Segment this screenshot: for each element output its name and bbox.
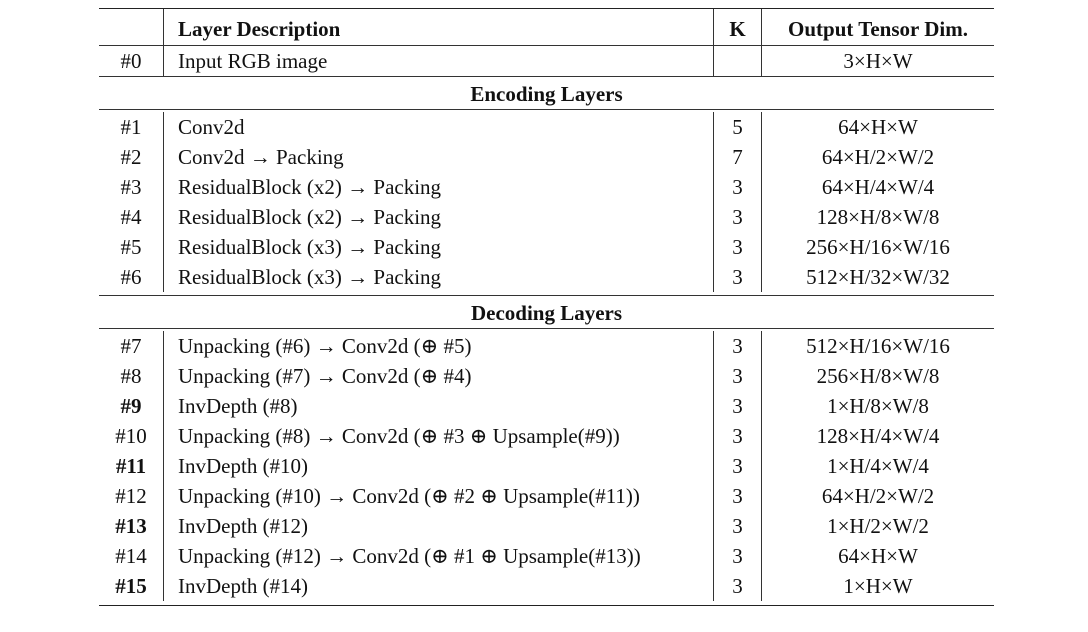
row-description: InvDepth (#10)	[163, 451, 713, 481]
row-id: #11	[115, 454, 147, 478]
row-k: 7	[713, 142, 761, 172]
row-description: Conv2d	[163, 112, 713, 142]
table-row	[99, 172, 994, 202]
row-id: #14	[115, 544, 147, 568]
table-row	[99, 451, 994, 481]
table-row	[99, 361, 994, 391]
row-description: InvDepth (#14)	[163, 571, 713, 601]
row-description: ResidualBlock (x2) → Packing	[163, 202, 713, 232]
row-k: 3	[713, 481, 761, 511]
row-output: 1×H×W	[761, 571, 994, 601]
row-output: 64×H×W	[761, 541, 994, 571]
decoding-rule	[99, 328, 994, 329]
row-id: #2	[120, 145, 142, 169]
row-k: 3	[713, 511, 761, 541]
table-row	[99, 112, 994, 142]
row-description: Input RGB image	[163, 46, 713, 76]
row-id: #15	[115, 574, 147, 598]
row-k: 3	[713, 421, 761, 451]
row-output: 128×H/4×W/4	[761, 421, 994, 451]
row-description: ResidualBlock (x3) → Packing	[163, 232, 713, 262]
row-k: 3	[713, 202, 761, 232]
input-row	[99, 46, 994, 76]
row-id: #3	[120, 175, 142, 199]
decoding-rows	[99, 331, 994, 601]
encoding-rows	[99, 112, 994, 292]
table-row	[99, 511, 994, 541]
encoding-rule	[99, 109, 994, 110]
row-output: 64×H×W	[761, 112, 994, 142]
table-row	[99, 331, 994, 361]
row-description: ResidualBlock (x2) → Packing	[163, 172, 713, 202]
table-row	[99, 262, 994, 292]
row-id: #8	[120, 364, 142, 388]
row-k: 5	[713, 112, 761, 142]
header-id	[99, 9, 163, 45]
row-id: #0	[120, 49, 142, 73]
row-description: Conv2d → Packing	[163, 142, 713, 172]
table-row	[99, 232, 994, 262]
row-id: #1	[120, 115, 142, 139]
layer-table	[99, 8, 994, 606]
row-description: Unpacking (#10) → Conv2d (⊕ #2 ⊕ Upsample(#11))	[163, 481, 713, 511]
row-k: 3	[713, 451, 761, 481]
row-k: 3	[713, 331, 761, 361]
row-output: 64×H/2×W/2	[761, 142, 994, 172]
row-output: 64×H/4×W/4	[761, 172, 994, 202]
row-id: #10	[115, 424, 147, 448]
header-row	[99, 9, 994, 45]
row-output: 1×H/4×W/4	[761, 451, 994, 481]
table-row	[99, 481, 994, 511]
header-k: K	[713, 9, 761, 45]
row-id: #4	[120, 205, 142, 229]
row-id: #6	[120, 265, 142, 289]
row-output: 256×H/8×W/8	[761, 361, 994, 391]
bottom-rule	[99, 605, 994, 606]
row-output: 128×H/8×W/8	[761, 202, 994, 232]
row-id: #12	[115, 484, 147, 508]
encoding-section-title: Encoding Layers	[470, 82, 623, 106]
row-description: Unpacking (#6) → Conv2d (⊕ #5)	[163, 331, 713, 361]
table-row	[99, 421, 994, 451]
row-output: 1×H/8×W/8	[761, 391, 994, 421]
header-description: Layer Description	[163, 9, 713, 45]
row-description: InvDepth (#8)	[163, 391, 713, 421]
row-output: 1×H/2×W/2	[761, 511, 994, 541]
row-id: #5	[120, 235, 142, 259]
table-row	[99, 571, 994, 601]
row-id: #9	[120, 394, 142, 418]
row-description: Unpacking (#8) → Conv2d (⊕ #3 ⊕ Upsample(#9))	[163, 421, 713, 451]
row-k: 3	[713, 361, 761, 391]
row-k	[713, 46, 761, 76]
table-row	[99, 142, 994, 172]
row-output: 512×H/32×W/32	[761, 262, 994, 292]
table-row	[99, 391, 994, 421]
row-description: InvDepth (#12)	[163, 511, 713, 541]
row-description: Unpacking (#12) → Conv2d (⊕ #1 ⊕ Upsample(#13))	[163, 541, 713, 571]
header-output: Output Tensor Dim.	[761, 9, 994, 45]
decoding-section-title: Decoding Layers	[470, 301, 623, 325]
row-id: #13	[115, 514, 147, 538]
row-k: 3	[713, 571, 761, 601]
row-k: 3	[713, 262, 761, 292]
row-k: 3	[713, 232, 761, 262]
table-row	[99, 202, 994, 232]
row-output: 64×H/2×W/2	[761, 481, 994, 511]
table-row	[99, 541, 994, 571]
row-description: Unpacking (#7) → Conv2d (⊕ #4)	[163, 361, 713, 391]
row-id: #7	[120, 334, 142, 358]
row-k: 3	[713, 541, 761, 571]
row-description: ResidualBlock (x3) → Packing	[163, 262, 713, 292]
row-output: 3×H×W	[761, 46, 994, 76]
row-output: 256×H/16×W/16	[761, 232, 994, 262]
row-output: 512×H/16×W/16	[761, 331, 994, 361]
row-k: 3	[713, 391, 761, 421]
row-k: 3	[713, 172, 761, 202]
